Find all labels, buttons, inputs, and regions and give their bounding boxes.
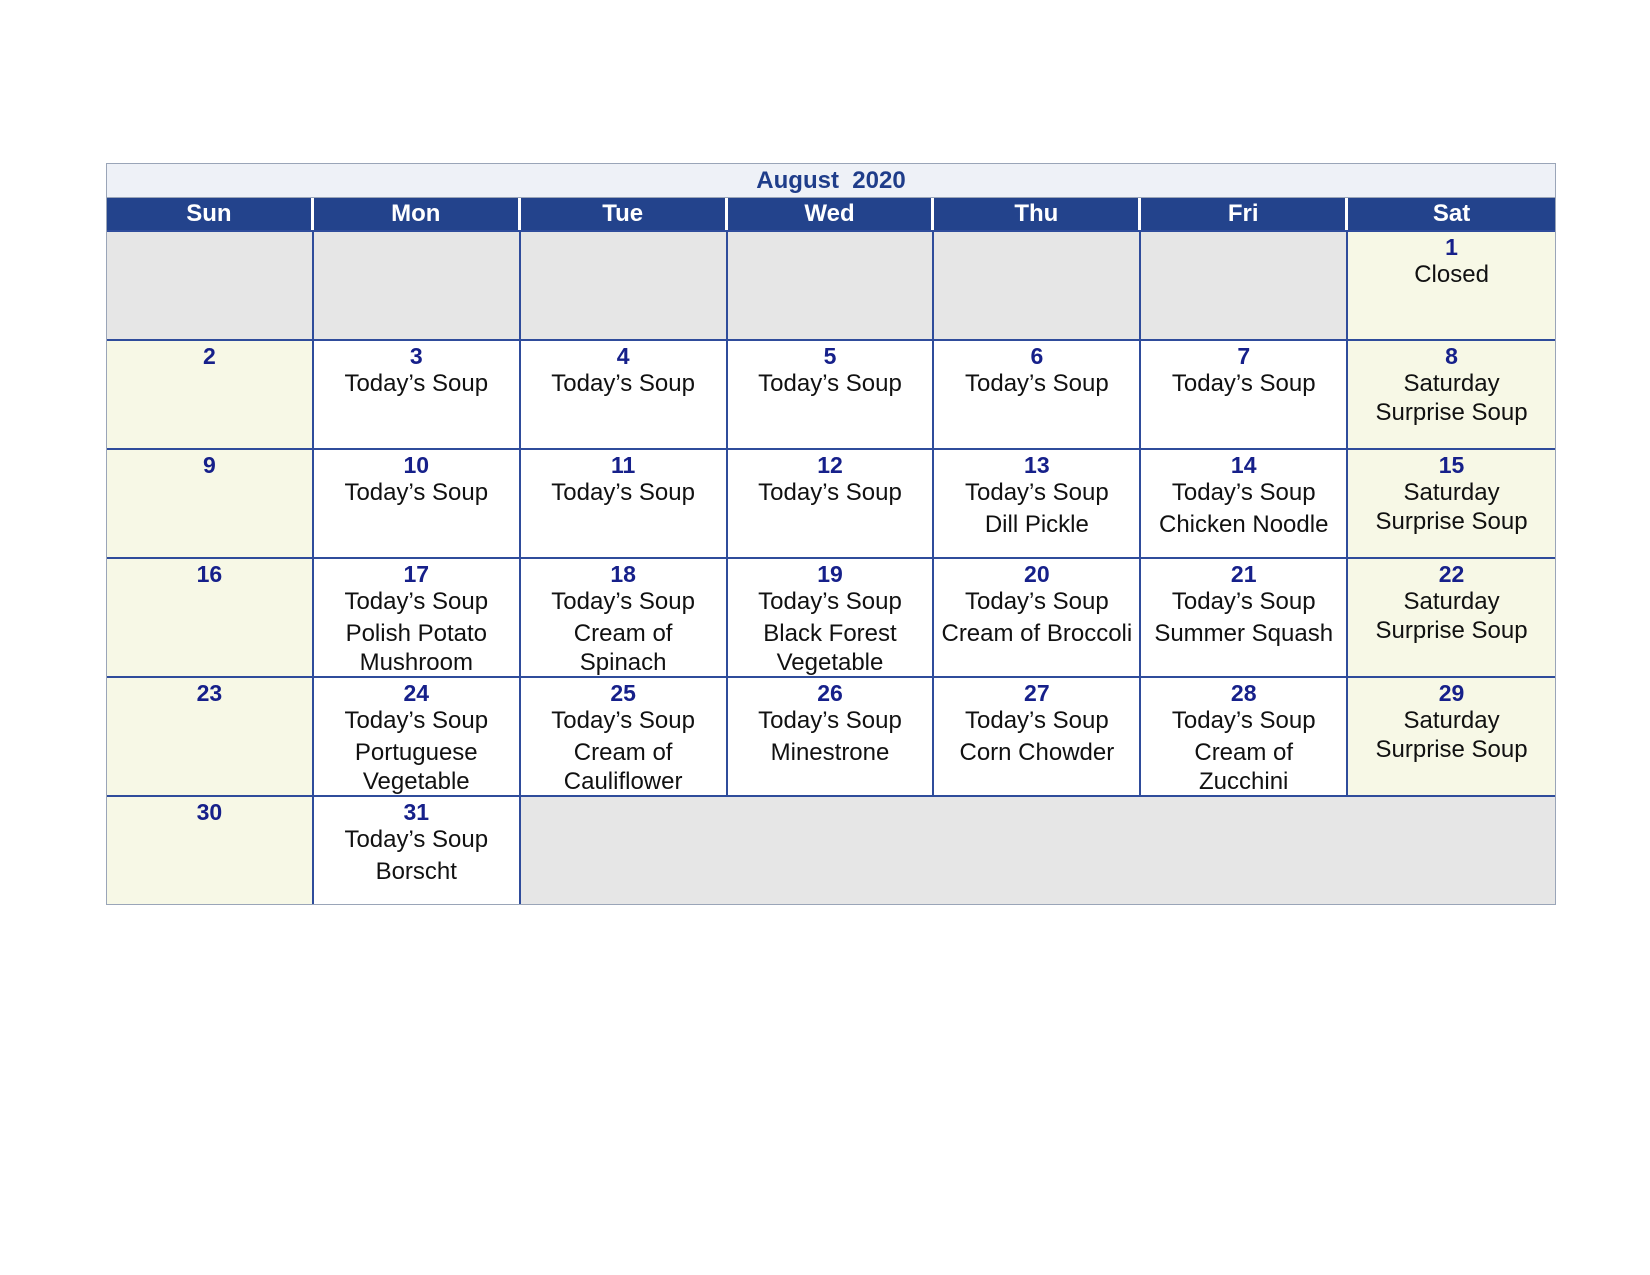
empty-day-cell xyxy=(521,797,1555,904)
day-number: 8 xyxy=(1445,343,1458,369)
week-row xyxy=(107,448,1555,557)
day-cell xyxy=(314,678,521,795)
day-number: 30 xyxy=(196,799,223,825)
day-number: 14 xyxy=(1230,452,1257,478)
day-number: 27 xyxy=(1024,680,1050,706)
soup-name: Cream of Broccoli xyxy=(941,620,1133,647)
day-cell xyxy=(107,797,314,904)
day-cell xyxy=(107,341,314,448)
day-cell xyxy=(934,450,1141,557)
day-entry-label: Today’s Soup xyxy=(1171,479,1316,506)
empty-day-cell xyxy=(521,232,728,339)
day-cell xyxy=(728,678,935,795)
day-number: 21 xyxy=(1230,561,1257,587)
day-entry-label: Today’s Soup xyxy=(965,588,1109,615)
week-row xyxy=(107,339,1555,448)
weekday-header-mon: Mon xyxy=(314,198,521,230)
soup-name: Dill Pickle xyxy=(984,511,1089,538)
day-cell xyxy=(107,450,314,557)
empty-day-cell xyxy=(107,232,314,339)
soup-name: Polish Potato Mushroom xyxy=(345,620,487,676)
day-entry-label: Today’s Soup xyxy=(758,707,902,734)
day-cell xyxy=(1348,232,1555,339)
day-cell xyxy=(1141,678,1348,795)
day-entry-label: Today’s Soup xyxy=(758,479,902,506)
day-entry-label: Today’s Soup xyxy=(344,479,489,506)
day-cell xyxy=(314,797,521,904)
day-entry-label: Today’s Soup xyxy=(1171,707,1316,734)
day-cell xyxy=(728,341,935,448)
day-entry-label: Today’s Soup xyxy=(965,707,1109,734)
soup-name: Summer Squash xyxy=(1154,620,1334,647)
day-entry-label: Today’s Soup xyxy=(1171,588,1316,615)
day-cell xyxy=(521,559,728,676)
day-number: 12 xyxy=(817,452,843,478)
day-entry-label: Today’s Soup xyxy=(965,370,1109,397)
day-number: 25 xyxy=(610,680,636,706)
day-cell xyxy=(1141,559,1348,676)
soup-name: Black Forest Vegetable xyxy=(763,620,897,676)
day-entry-label: Saturday Surprise Soup xyxy=(1375,370,1528,426)
day-number: 23 xyxy=(196,680,223,706)
day-cell xyxy=(1141,341,1348,448)
day-entry-label: Today’s Soup xyxy=(551,707,695,734)
day-cell xyxy=(934,678,1141,795)
day-cell xyxy=(728,559,935,676)
empty-day-cell xyxy=(1141,232,1348,339)
calendar-title: August 2020 xyxy=(107,164,1555,198)
soup-name: Cream of Cauliflower xyxy=(563,739,683,795)
soup-name: Portuguese Vegetable xyxy=(354,739,478,795)
week-row xyxy=(107,676,1555,795)
day-number: 17 xyxy=(403,561,430,587)
day-entry-label: Saturday Surprise Soup xyxy=(1375,479,1528,535)
day-entry-label: Today’s Soup xyxy=(344,588,489,615)
day-number: 20 xyxy=(1024,561,1050,587)
day-cell xyxy=(1348,341,1555,448)
day-entry-label: Saturday Surprise Soup xyxy=(1375,707,1528,763)
day-cell xyxy=(314,450,521,557)
week-row xyxy=(107,795,1555,904)
calendar xyxy=(106,163,1556,905)
day-cell xyxy=(521,341,728,448)
empty-day-cell xyxy=(314,232,521,339)
day-cell xyxy=(107,559,314,676)
day-entry-label: Today’s Soup xyxy=(551,479,695,506)
weekday-header-thu: Thu xyxy=(934,198,1141,230)
day-entry-label: Today’s Soup xyxy=(344,707,489,734)
day-entry-label: Today’s Soup xyxy=(758,588,902,615)
day-entry-label: Saturday Surprise Soup xyxy=(1375,588,1528,644)
day-number: 1 xyxy=(1445,234,1458,260)
calendar-weeks xyxy=(107,230,1555,904)
day-number: 29 xyxy=(1438,680,1465,706)
day-cell xyxy=(728,450,935,557)
day-cell xyxy=(1348,559,1555,676)
day-entry-label: Today’s Soup xyxy=(965,479,1109,506)
weekday-header-sat: Sat xyxy=(1432,200,1471,227)
day-entry-label: Today’s Soup xyxy=(758,370,902,397)
empty-day-cell xyxy=(728,232,935,339)
day-number: 3 xyxy=(409,343,423,369)
day-number: 10 xyxy=(403,452,430,478)
day-cell xyxy=(107,678,314,795)
day-number: 4 xyxy=(616,343,630,369)
day-cell xyxy=(521,450,728,557)
day-cell xyxy=(934,559,1141,676)
day-number: 13 xyxy=(1024,452,1050,478)
weekday-header-wed: Wed xyxy=(728,198,935,230)
day-entry-label: Today’s Soup xyxy=(1171,370,1316,397)
day-number: 15 xyxy=(1438,452,1465,478)
week-row xyxy=(107,230,1555,339)
day-entry-label: Today’s Soup xyxy=(551,370,695,397)
day-cell xyxy=(1141,450,1348,557)
weekday-header-sun: Sun xyxy=(107,198,314,230)
week-row xyxy=(107,557,1555,676)
day-cell xyxy=(314,559,521,676)
soup-name: Cream of Spinach xyxy=(573,620,673,676)
day-entry-label: Today’s Soup xyxy=(344,370,489,397)
soup-name: Cream of Zucchini xyxy=(1194,739,1294,795)
day-number: 28 xyxy=(1230,680,1257,706)
empty-day-cell xyxy=(934,232,1141,339)
day-number: 18 xyxy=(610,561,636,587)
day-cell xyxy=(934,341,1141,448)
day-number: 16 xyxy=(196,561,223,587)
day-number: 19 xyxy=(817,561,843,587)
weekday-header-fri: Fri xyxy=(1141,198,1348,230)
day-number: 7 xyxy=(1237,343,1251,369)
day-number: 26 xyxy=(817,680,843,706)
day-number: 9 xyxy=(203,452,216,478)
day-number: 31 xyxy=(403,799,430,825)
day-entry-label: Today’s Soup xyxy=(551,588,695,615)
day-number: 22 xyxy=(1438,561,1465,587)
soup-name: Corn Chowder xyxy=(959,739,1115,766)
day-number: 5 xyxy=(823,343,837,369)
day-entry-label: Today’s Soup xyxy=(344,826,489,853)
weekday-header-row xyxy=(107,198,1555,230)
weekday-header-tue: Tue xyxy=(521,198,728,230)
day-entry-label: Closed xyxy=(1414,261,1489,288)
day-cell xyxy=(314,341,521,448)
soup-name: Borscht xyxy=(375,858,457,885)
soup-name: Minestrone xyxy=(770,739,890,766)
soup-name: Chicken Noodle xyxy=(1158,511,1329,538)
day-cell xyxy=(1348,678,1555,795)
day-number: 11 xyxy=(610,452,636,478)
day-number: 2 xyxy=(203,343,216,369)
day-number: 6 xyxy=(1030,343,1044,369)
day-cell xyxy=(1348,450,1555,557)
day-number: 24 xyxy=(403,680,430,706)
day-cell xyxy=(521,678,728,795)
